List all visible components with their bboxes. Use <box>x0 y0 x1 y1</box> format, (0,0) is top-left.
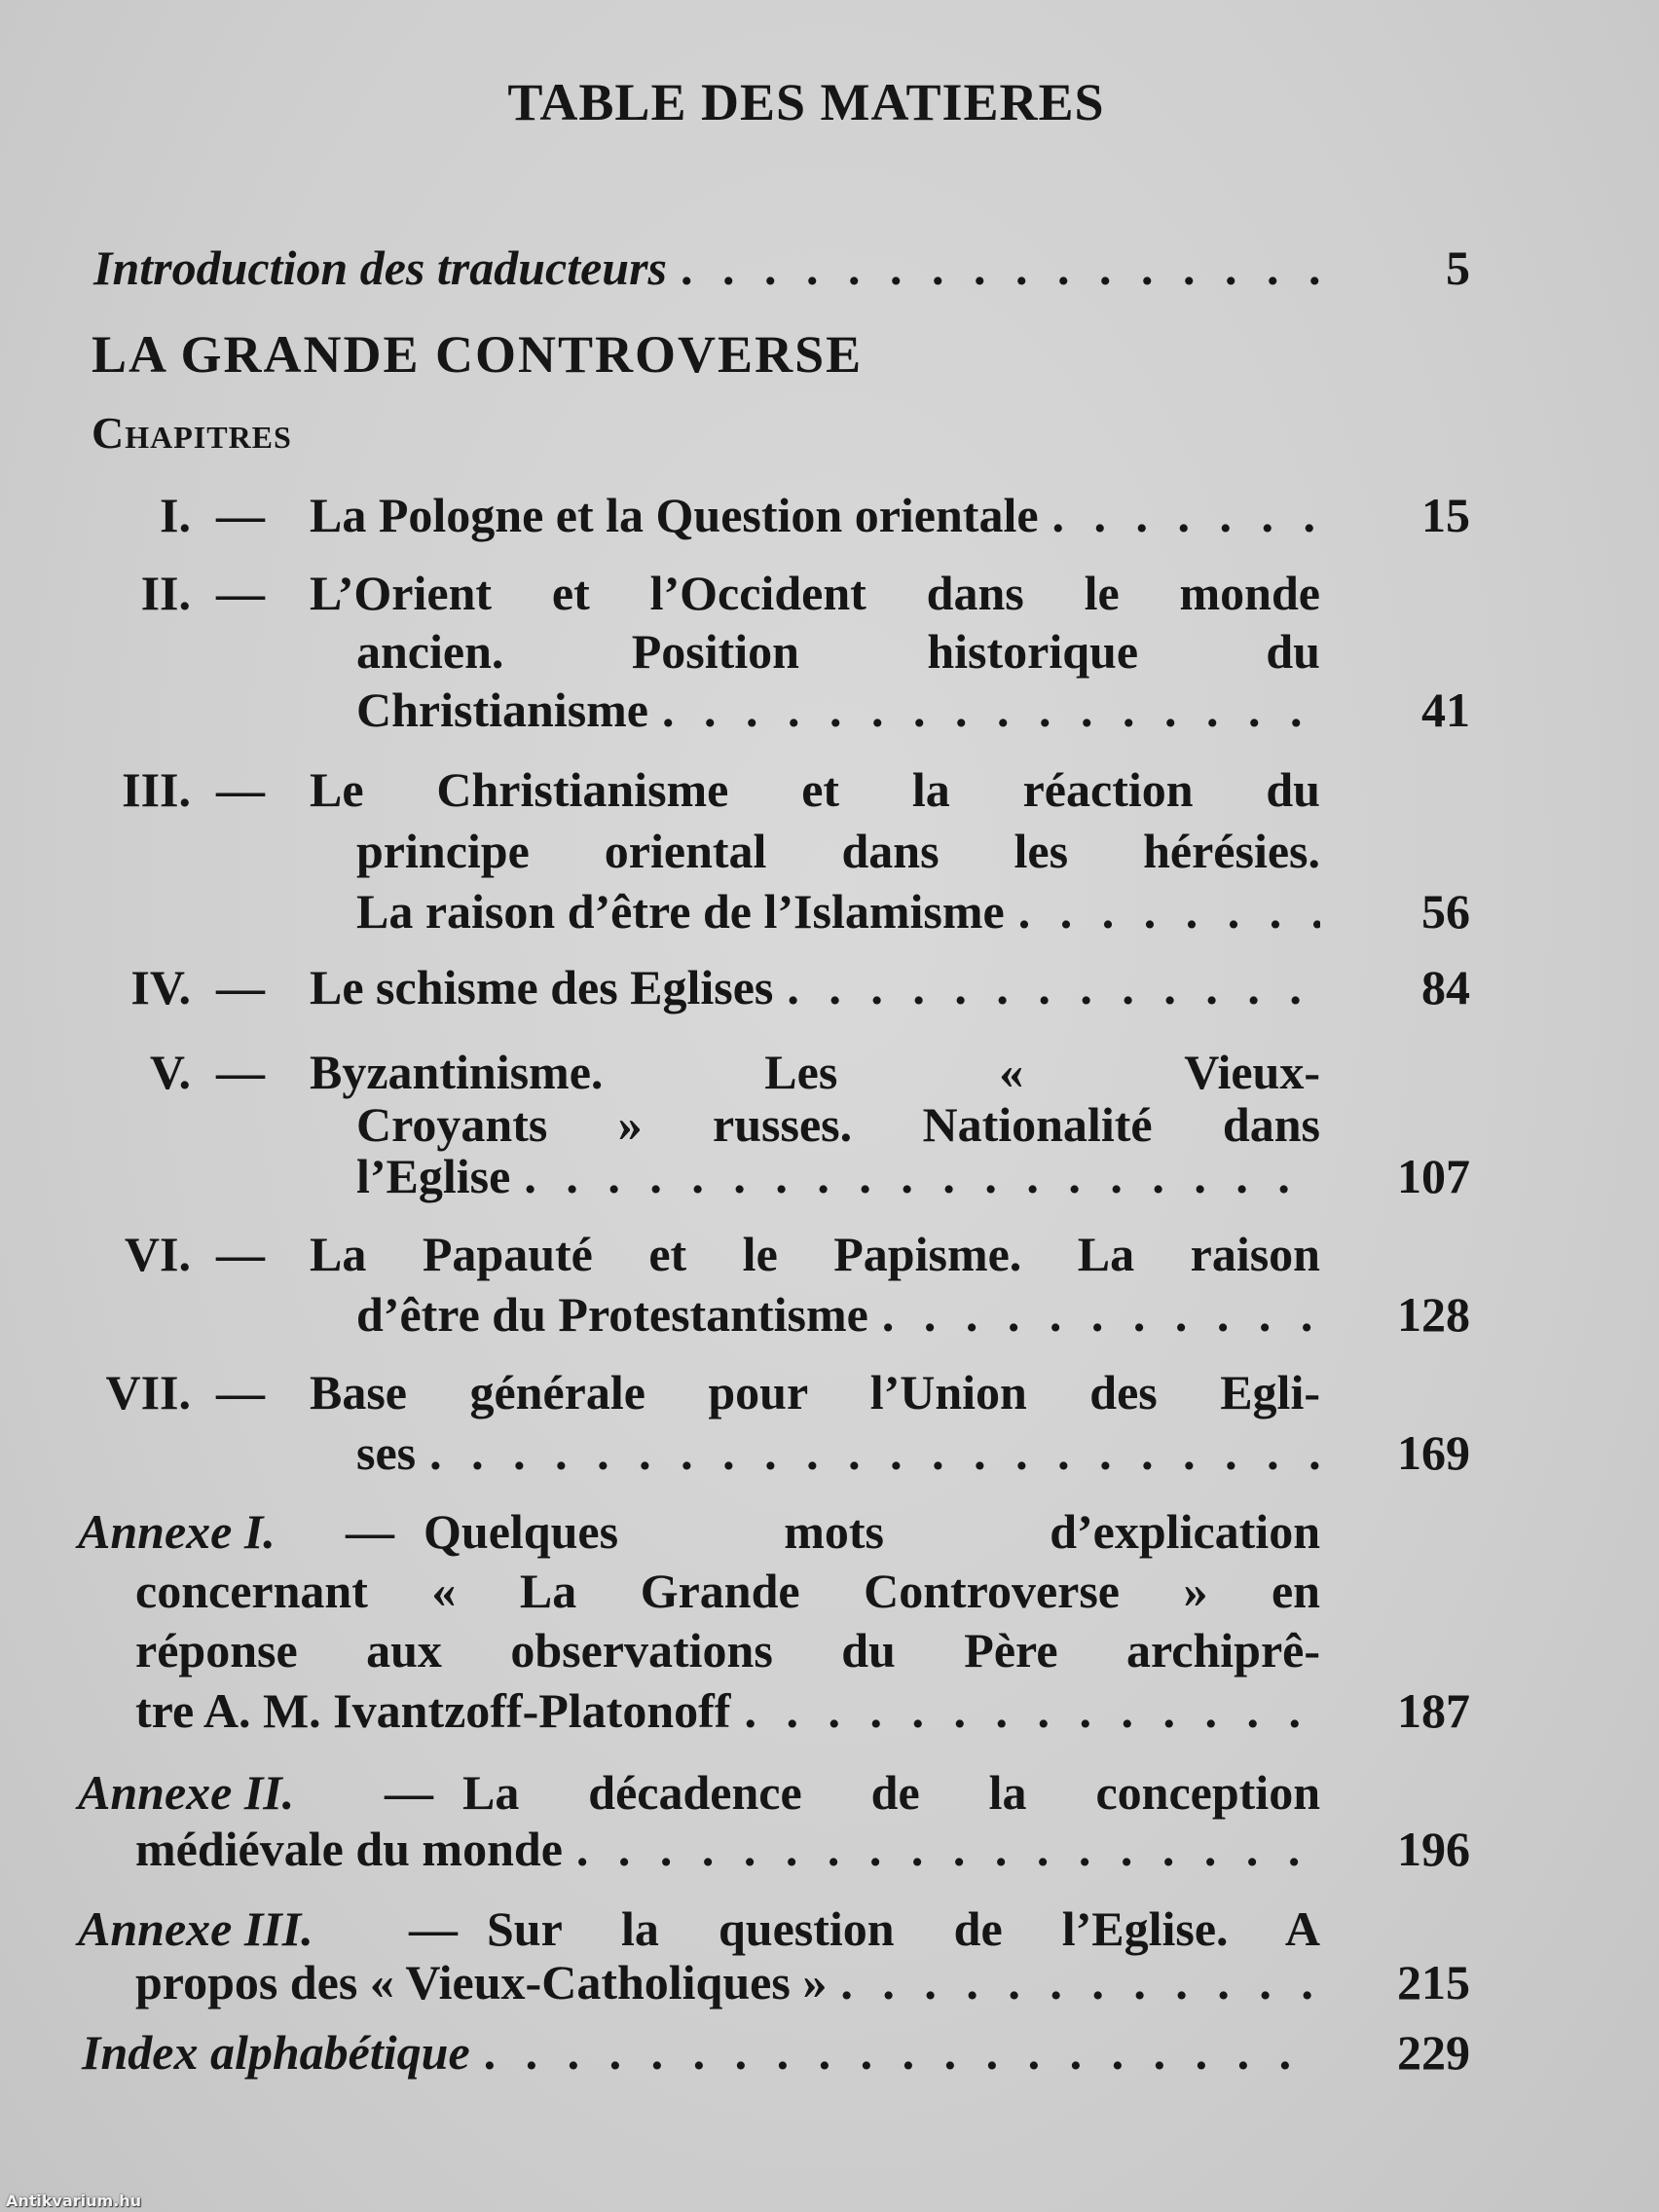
entry-line <box>310 1043 1320 1101</box>
page-number: 56 <box>1421 884 1470 939</box>
dot-leader <box>681 239 1320 297</box>
entry-text: propos des « Vieux-Catholiques » <box>135 1955 828 2009</box>
em-dash: — <box>385 1765 433 1820</box>
em-dash: — <box>216 762 265 817</box>
dot-leader <box>1052 486 1320 544</box>
dot-leader <box>1018 882 1320 940</box>
page-number: 84 <box>1421 960 1470 1014</box>
page-number: 5 <box>1446 240 1470 295</box>
page-title: TABLE DES MATIERES <box>507 73 1105 131</box>
entry-line <box>487 1899 1320 1958</box>
entry-text: La Pologne et la Question orientale <box>310 488 1039 542</box>
entry-line <box>310 1363 1320 1421</box>
entry-text: Sur la question de l’Eglise. A <box>487 1901 1320 1956</box>
entry-line <box>310 958 1320 1016</box>
entry-label: Introduction des traducteurs <box>93 240 668 295</box>
entry-text: principe oriental dans les hérésies. <box>356 824 1320 878</box>
em-dash: — <box>216 1045 265 1099</box>
entry-line <box>356 1147 1320 1205</box>
em-dash: — <box>216 1227 265 1281</box>
entry-line <box>356 822 1320 880</box>
toc-entry-intro <box>93 239 1320 297</box>
dot-leader <box>882 1285 1320 1344</box>
entry-text: ses <box>356 1425 417 1480</box>
annexe-label: Annexe II. <box>78 1765 295 1820</box>
page-number: 15 <box>1421 488 1470 542</box>
entry-line <box>135 1621 1320 1679</box>
chapter-numeral: VII. <box>105 1365 191 1419</box>
page-number: 107 <box>1397 1149 1470 1203</box>
watermark: Antikvarium.hu <box>6 2192 142 2210</box>
chapters-heading: Chapitres <box>92 408 292 458</box>
dot-leader <box>840 1953 1320 2011</box>
entry-text: Byzantinisme. Les « Vieux- <box>310 1045 1320 1099</box>
chapter-numeral: II. <box>140 566 191 620</box>
page-number: 187 <box>1397 1683 1470 1738</box>
chapter-numeral: VI. <box>124 1227 191 1281</box>
em-dash: — <box>216 960 265 1014</box>
entry-line <box>356 622 1320 681</box>
dot-leader <box>484 2023 1320 2082</box>
entry-text: ancien. Position historique du <box>356 624 1320 679</box>
entry-text: l’Eglise <box>356 1149 511 1203</box>
entry-line <box>462 1763 1320 1822</box>
chapter-numeral: V. <box>149 1045 191 1099</box>
entry-text: Le Christianisme et la réaction du <box>310 762 1320 817</box>
entry-line <box>356 882 1320 940</box>
entry-text: tre A. M. Ivantzoff-Platonoff <box>135 1683 731 1738</box>
em-dash: — <box>216 1365 265 1419</box>
entry-line <box>135 1681 1320 1740</box>
entry-text: La décadence de la conception <box>462 1765 1320 1820</box>
entry-line <box>356 1285 1320 1344</box>
entry-line <box>135 1953 1320 2011</box>
em-dash: — <box>346 1504 394 1559</box>
annexe-label: Annexe I. <box>78 1504 276 1559</box>
dot-leader <box>744 1681 1320 1740</box>
em-dash: — <box>216 566 265 620</box>
page-number: 169 <box>1397 1425 1470 1480</box>
entry-line <box>310 486 1320 544</box>
part-title: LA GRANDE CONTROVERSE <box>92 325 864 384</box>
dot-leader <box>429 1423 1320 1482</box>
dot-leader <box>524 1147 1320 1205</box>
entry-text: d’être du Protestantisme <box>356 1287 868 1342</box>
entry-text: Christianisme <box>356 682 648 737</box>
chapter-numeral: III. <box>122 762 191 817</box>
page-number: 229 <box>1397 2025 1470 2080</box>
entry-text: La raison d’être de l’Islamisme <box>356 884 1005 939</box>
entry-label: Index alphabétique <box>82 2025 470 2080</box>
em-dash: — <box>409 1901 458 1956</box>
entry-line <box>356 1095 1320 1154</box>
entry-text: La Papauté et le Papisme. La raison <box>310 1227 1320 1281</box>
page-number: 41 <box>1421 682 1470 737</box>
chapter-numeral: IV. <box>130 960 191 1014</box>
entry-line <box>424 1502 1320 1561</box>
chapter-numeral: I. <box>160 488 191 542</box>
em-dash: — <box>216 488 265 542</box>
page-number: 196 <box>1397 1822 1470 1876</box>
dot-leader <box>662 681 1320 739</box>
annexe-label: Annexe III. <box>78 1901 313 1956</box>
entry-text: médiévale du monde <box>135 1822 563 1876</box>
toc-entry-index <box>82 2023 1320 2082</box>
entry-text: Croyants » russes. Nationalité dans <box>356 1097 1320 1152</box>
entry-text: Le schisme des Eglises <box>310 960 774 1014</box>
entry-text: Quelques mots d’explication <box>424 1504 1320 1559</box>
entry-line <box>310 564 1320 622</box>
dot-leader <box>576 1820 1320 1878</box>
dot-leader <box>787 958 1320 1016</box>
entry-text: concernant « La Grande Controverse » en <box>135 1564 1320 1618</box>
entry-text: L’Orient et l’Occident dans le monde <box>310 566 1320 620</box>
entry-line <box>135 1562 1320 1620</box>
entry-line <box>356 1423 1320 1482</box>
page-number: 215 <box>1397 1955 1470 2009</box>
entry-text: Base générale pour l’Union des Egli- <box>310 1365 1320 1419</box>
entry-text: réponse aux observations du Père archiprê- <box>135 1623 1320 1677</box>
entry-line <box>135 1820 1320 1878</box>
entry-line <box>356 681 1320 739</box>
entry-line <box>310 760 1320 819</box>
page-number: 128 <box>1397 1287 1470 1342</box>
entry-line <box>310 1225 1320 1283</box>
